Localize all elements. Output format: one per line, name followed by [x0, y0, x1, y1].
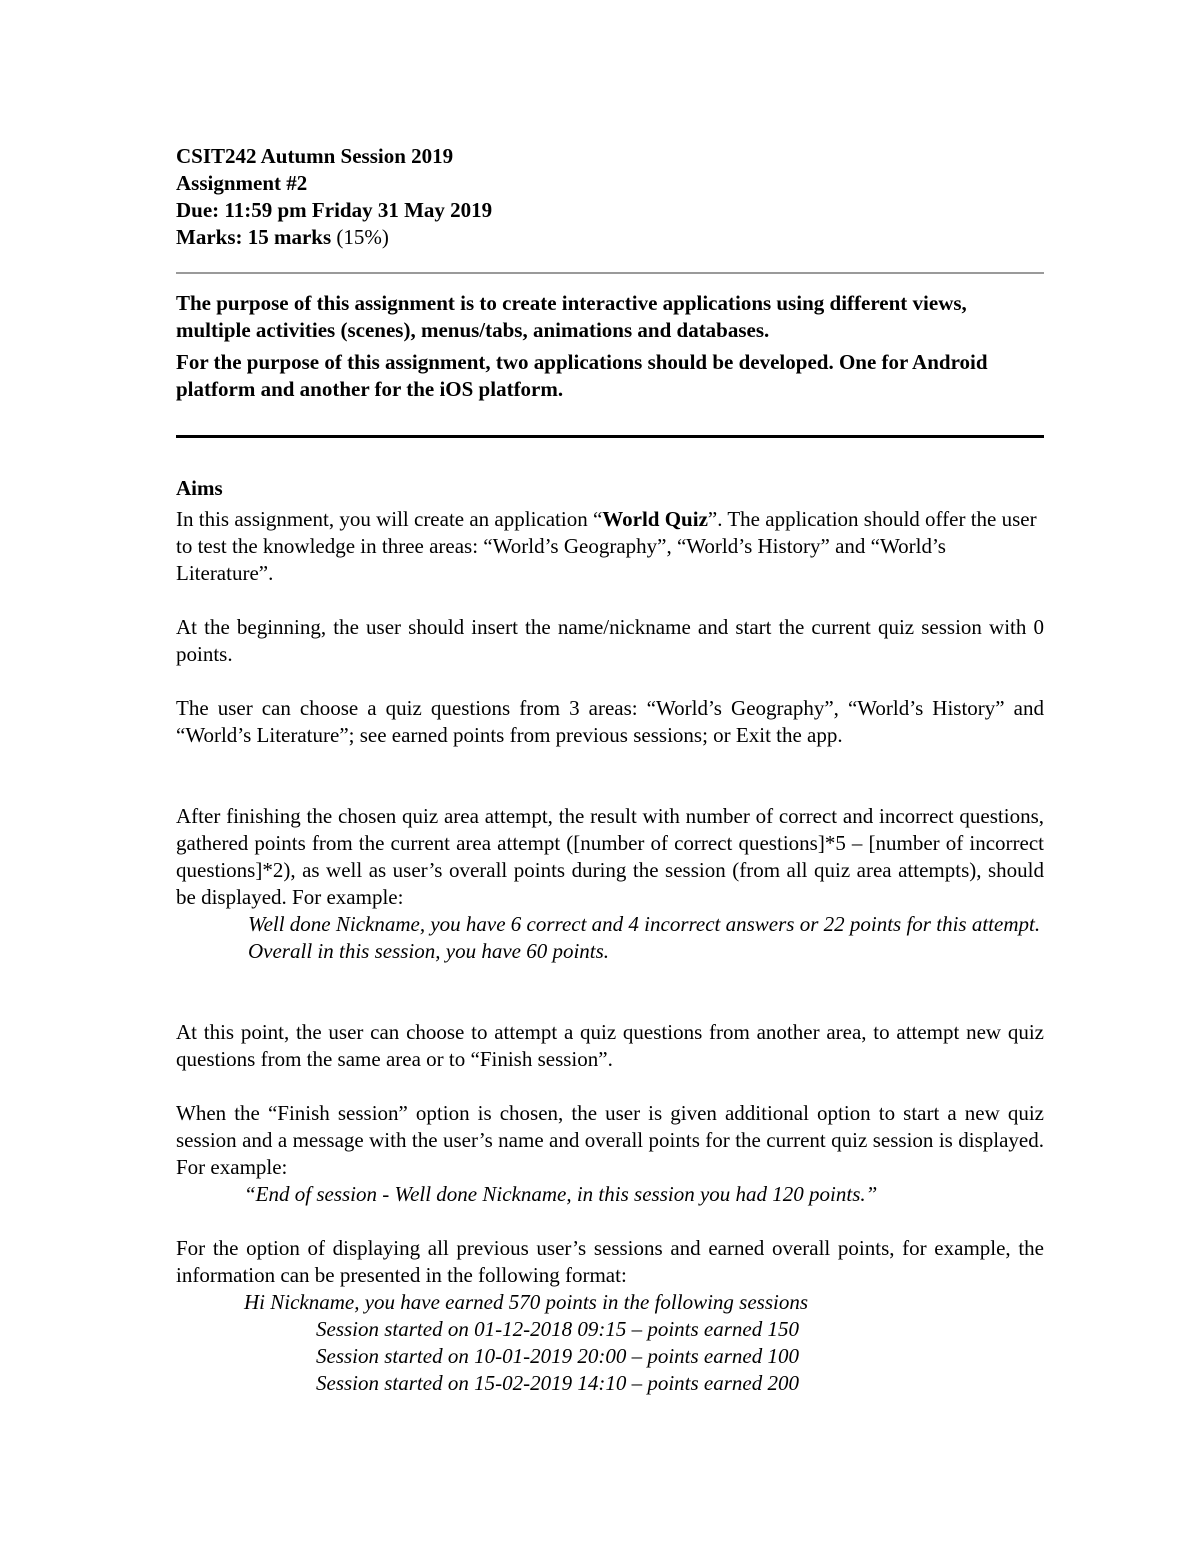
- purpose-section: [176, 290, 1044, 403]
- para-display: For the option of displaying all previous user’s sessions and earned overall points, for example, the information can be presented in the following format:: [176, 1236, 1044, 1287]
- example-result-line-2: Overall in this session, you have 60 points.: [248, 939, 610, 963]
- session-list-item: Session started on 01-12-2018 09:15 – points earned 150: [316, 1317, 799, 1341]
- assignment-number: Assignment #2: [176, 171, 308, 195]
- app-name: World Quiz: [602, 507, 708, 531]
- document-header: [176, 143, 1044, 251]
- aims-intro: [176, 506, 1044, 587]
- example-sessions-head: Hi Nickname, you have earned 570 points in the following sessions: [244, 1290, 809, 1314]
- purpose-paragraph-2: For the purpose of this assignment, two applications should be developed. One for Android platform and another for the iOS platform.: [176, 350, 988, 401]
- aims-heading: Aims: [176, 476, 223, 500]
- due-date: Due: 11:59 pm Friday 31 May 2019: [176, 198, 493, 222]
- example-end-session: “End of session - Well done Nickname, in this session you had 120 points.”: [244, 1182, 878, 1206]
- para-after: After finishing the chosen quiz area attempt, the result with number of correct and incorrect questions, gathered points from the current area attempt ([number of correct questions]*5 – [number of incorrect questions]*2), as well as user’s overall points during the session (from all quiz area attempts), should be displayed. For example:: [176, 804, 1044, 909]
- purpose-divider: [176, 435, 1044, 438]
- session-list-item: Session started on 10-01-2019 20:00 – points earned 100: [316, 1344, 799, 1368]
- aims-intro-text-b: ”. The application should offer the user to test the knowledge in three areas: “World’s Geography”, “World’s History” and “World’s Literature”.: [176, 507, 1037, 585]
- aims-intro-paragraph: [176, 506, 1044, 587]
- marks-label: Marks: 15 marks: [176, 225, 332, 249]
- example-result-line-1: Well done Nickname, you have 6 correct and 4 incorrect answers or 22 points for this attempt.: [248, 912, 1041, 936]
- para-choose: The user can choose a quiz questions from 3 areas: “World’s Geography”, “World’s History” and “World’s Literature”; see earned points from previous sessions; or Exit the app.: [176, 696, 1044, 747]
- para-point: At this point, the user can choose to attempt a quiz questions from another area, to attempt new quiz questions from the same area or to “Finish session”.: [176, 1020, 1044, 1071]
- aims-intro-text-a: In this assignment, you will create an application “: [176, 507, 603, 531]
- session-list-item: Session started on 15-02-2019 14:10 – points earned 200: [316, 1371, 799, 1395]
- session-list: [176, 1316, 1044, 1397]
- example-result: [176, 911, 1044, 965]
- para-finish: When the “Finish session” option is chosen, the user is given additional option to start a new quiz session and a message with the user’s name and overall points for the current quiz session is displayed. For example:: [176, 1101, 1044, 1179]
- course-title: CSIT242 Autumn Session 2019: [176, 144, 454, 168]
- marks-percent: (15%): [331, 225, 389, 249]
- para-start: At the beginning, the user should insert the name/nickname and start the current quiz session with 0 points.: [176, 615, 1044, 666]
- header-divider: [176, 272, 1044, 274]
- marks-line: [176, 224, 1044, 251]
- purpose-paragraph-1: The purpose of this assignment is to create interactive applications using different views, multiple activities (scenes), menus/tabs, animations and databases.: [176, 291, 967, 342]
